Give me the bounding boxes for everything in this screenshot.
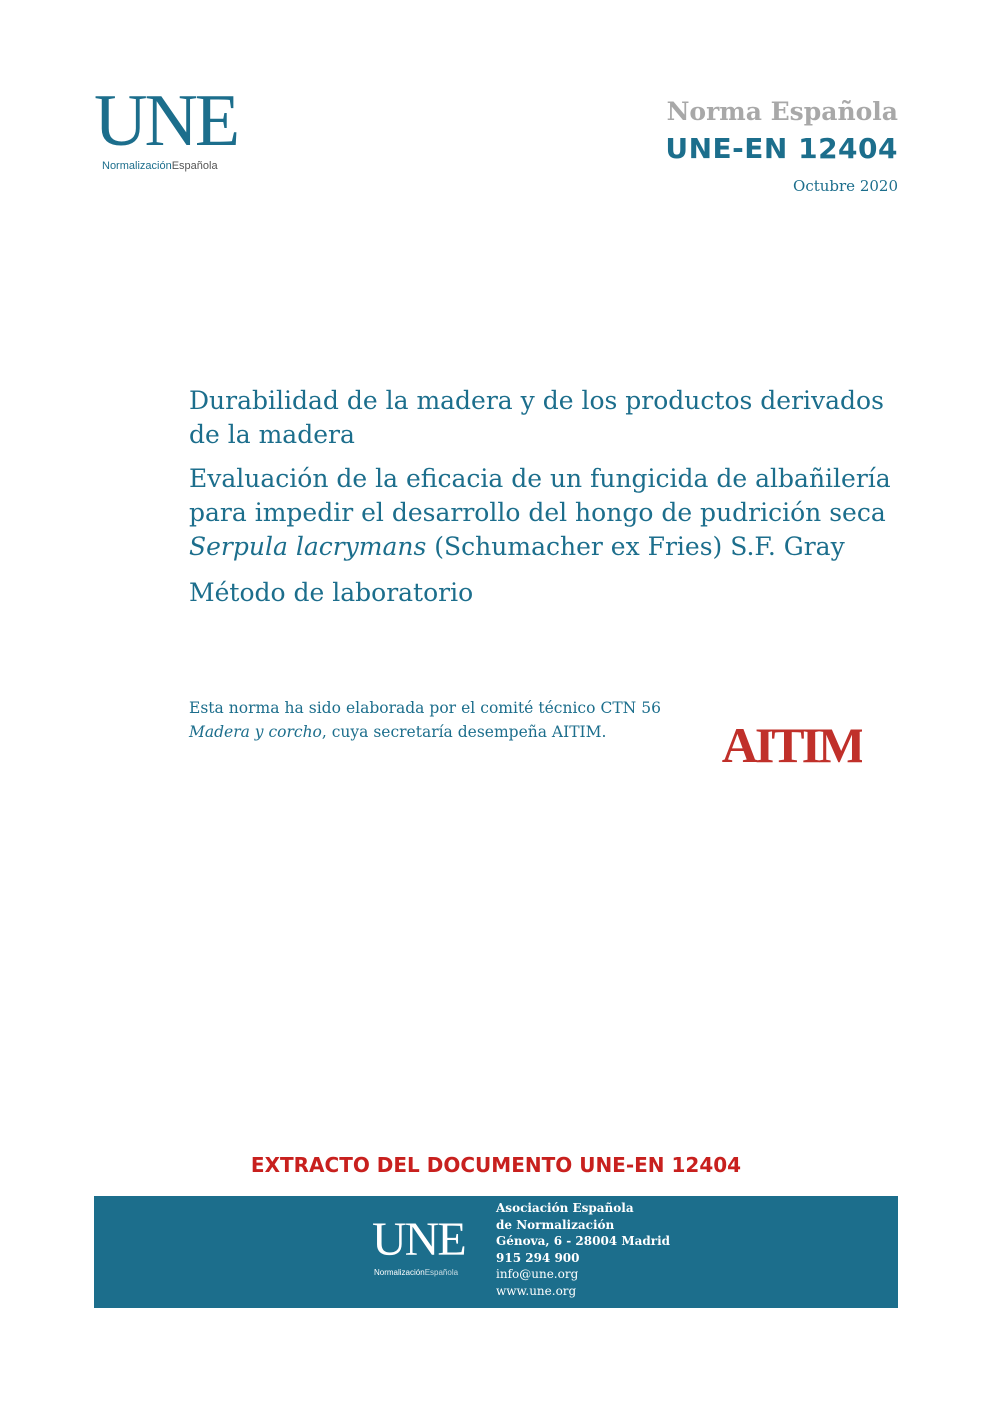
committee-name: Madera y corcho — [189, 723, 322, 741]
footer-web[interactable]: www.une.org — [496, 1283, 577, 1298]
une-logo: UNE — [94, 80, 238, 162]
logo-subtitle-part1: Normalización — [102, 160, 172, 172]
extract-banner: EXTRACTO DEL DOCUMENTO UNE-EN 12404 — [250, 1153, 742, 1177]
species-author: (Schumacher ex Fries) S.F. Gray — [426, 532, 845, 561]
footer-logo-subtitle-part1: Normalización — [374, 1268, 425, 1277]
footer-org-line2: de Normalización — [496, 1217, 615, 1232]
une-logo-subtitle — [102, 160, 218, 172]
footer-org-line1: Asociación Española — [496, 1201, 634, 1215]
document-title — [189, 384, 909, 620]
footer-bar — [94, 1196, 898, 1308]
footer-address: Génova, 6 - 28004 Madrid — [496, 1234, 671, 1248]
aitim-logo-text: AITIM — [722, 717, 862, 766]
footer-logo-subtitle — [374, 1268, 458, 1277]
footer-email[interactable]: info@une.org — [496, 1267, 579, 1281]
title-line-1: Durabilidad de la madera y de los productos derivados de la madera — [189, 386, 884, 449]
norma-date: Octubre 2020 — [793, 177, 898, 195]
footer-logo-subtitle-part2: Española — [424, 1268, 459, 1277]
footer-contact-info — [496, 1200, 670, 1299]
committee-text-before: Esta norma ha sido elaborada por el comité técnico CTN 56 — [189, 699, 661, 717]
title-line-3: Método de laboratorio — [189, 578, 474, 607]
title-line-2-text: Evaluación de la eficacia de un fungicida de albañilería para impedir el desarrollo del hongo de pudrición seca — [189, 464, 891, 527]
title-line-2 — [189, 462, 909, 564]
species-name: Serpula lacrymans — [189, 532, 427, 561]
footer-une-logo: UNE — [372, 1213, 465, 1266]
footer-phone: 915 294 900 — [496, 1250, 580, 1265]
aitim-logo-graphic — [722, 704, 862, 766]
committee-text — [189, 696, 661, 744]
aitim-logo — [722, 704, 862, 766]
norma-code: UNE-EN 12404 — [665, 132, 898, 165]
committee-text-after: , cuya secretaría desempeña AITIM. — [321, 723, 607, 741]
norma-label: Norma Española — [666, 97, 898, 126]
logo-subtitle-part2: Española — [171, 160, 218, 172]
